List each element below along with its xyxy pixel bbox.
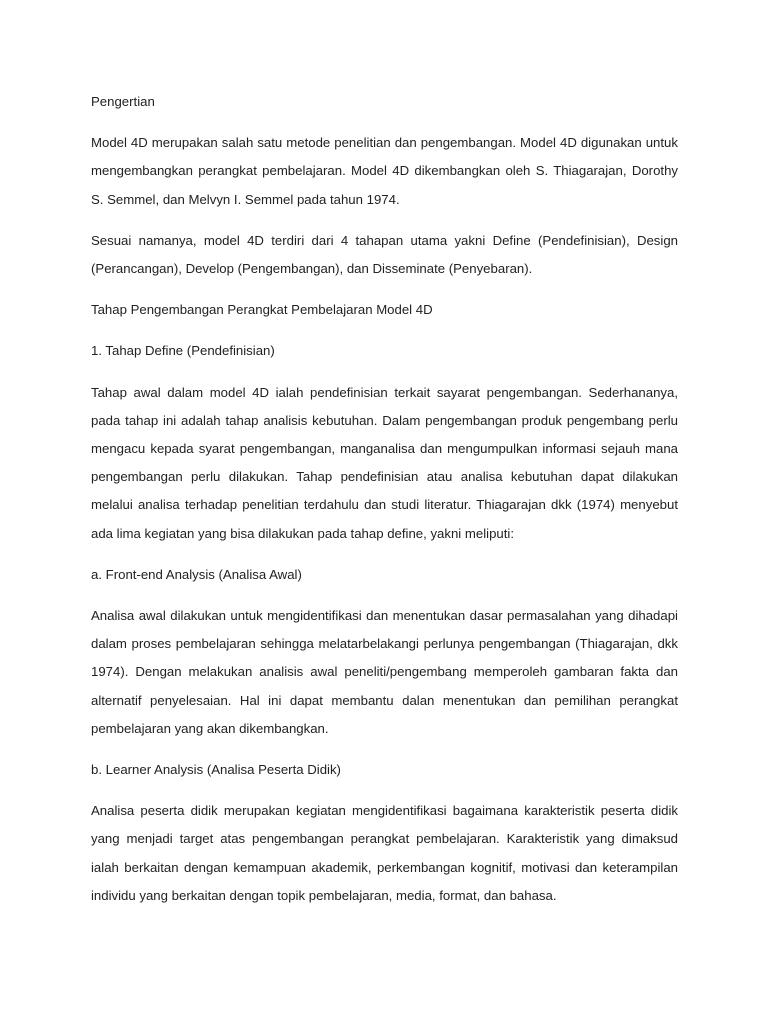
section-heading-tahap-pengembangan: Tahap Pengembangan Perangkat Pembelajaran Model 4D bbox=[91, 302, 433, 318]
subheading-learner-analysis: b. Learner Analysis (Analisa Peserta Didik) bbox=[91, 762, 341, 778]
subheading-front-end-analysis: a. Front-end Analysis (Analisa Awal) bbox=[91, 566, 302, 582]
paragraph-learner-analysis: Analisa peserta didik merupakan kegiatan mengidentifikasi bagaimana karakteristik peserta didik yang menjadi target atas pengembangan perangkat pembelajaran. Karakteristik yang dimaksud ialah berkaitan dengan kemampuan akademik, perkembangan kognitif, motivasi dan keterampilan individu yang berkaitan dengan topik pembelajaran, media, format, dan bahasa. bbox=[91, 803, 678, 903]
document-page bbox=[91, 88, 678, 923]
paragraph-front-end-analysis: Analisa awal dilakukan untuk mengidentifikasi dan menentukan dasar permasalahan yang dihadapi dalam proses pembelajaran sehingga melatarbelakangi perlunya pengembangan (Thiagarajan, dkk 1974). Dengan melakukan analisis awal peneliti/pengembang memperoleh gambaran fakta dan alternatif penyelesaian. Hal ini dapat membantu dalan menentukan dan pemilihan perangkat pembelajaran yang akan dikembangkan. bbox=[91, 608, 678, 736]
document-title: Pengertian bbox=[91, 94, 155, 109]
paragraph-model-4d-stages: Sesuai namanya, model 4D terdiri dari 4 tahapan utama yakni Define (Pendefinisian), Design (Perancangan), Develop (Pengembangan), dan Disseminate (Penyebaran). bbox=[91, 232, 678, 277]
subheading-tahap-define: 1. Tahap Define (Pendefinisian) bbox=[91, 343, 275, 359]
paragraph-model-4d-intro: Model 4D merupakan salah satu metode penelitian dan pengembangan. Model 4D digunakan untuk mengembangkan perangkat pembelajaran. Model 4D dikembangkan oleh S. Thiagarajan, Dorothy S. Semmel, dan Melvyn I. Semmel pada tahun 1974. bbox=[91, 135, 678, 207]
paragraph-tahap-define: Tahap awal dalam model 4D ialah pendefinisian terkait sayarat pengembangan. Sederhananya, pada tahap ini adalah tahap analisis kebutuhan. Dalam pengembangan produk pengembang perlu mengacu kepada syarat pengembangan, manganalisa dan mengumpulkan informasi sejauh mana pengembangan perlu dilakukan. Tahap pendefinisian atau analisa kebutuhan dapat dilakukan melalui analisa terhadap penelitian terdahulu dan studi literatur. Thiagarajan dkk (1974) menyebut ada lima kegiatan yang bisa dilakukan pada tahap define, yakni meliputi: bbox=[91, 384, 678, 541]
